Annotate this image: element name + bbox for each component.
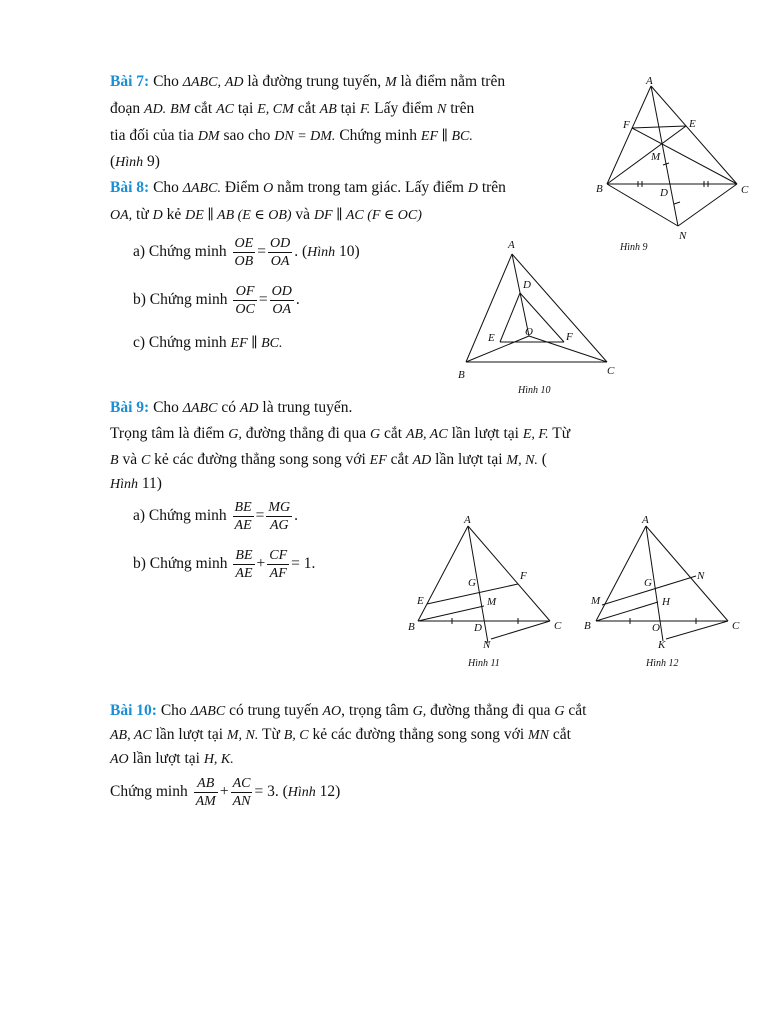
math: G, xyxy=(412,704,427,719)
fig9-caption: Hình 9 xyxy=(620,242,648,253)
figure-11 xyxy=(402,508,577,673)
math: H, K. xyxy=(203,752,234,767)
fig9-label-D: D xyxy=(660,187,668,199)
text: , trọng tâm xyxy=(341,702,409,719)
text: Chứng minh xyxy=(148,334,227,351)
numerator: AB xyxy=(194,775,218,793)
b7-heading: Bài 7: xyxy=(110,73,150,90)
b10-line-3 xyxy=(110,749,234,770)
figure-ref: Hình xyxy=(110,477,138,492)
math: OA, xyxy=(110,208,133,223)
math: ΔABC. xyxy=(182,181,221,196)
math: O xyxy=(263,181,274,196)
text: và xyxy=(122,451,138,468)
text: là trung tuyến. xyxy=(262,399,353,416)
text: ( xyxy=(301,243,308,260)
text: tia đối của tia xyxy=(110,127,194,144)
fig10-label-B: B xyxy=(458,369,465,381)
fraction xyxy=(267,547,289,582)
numerator: OF xyxy=(233,283,256,301)
fraction xyxy=(268,235,292,270)
text: Trọng tâm là điểm xyxy=(110,425,225,442)
b9-line-3 xyxy=(110,450,547,471)
denominator: AG xyxy=(269,517,289,533)
math: M, N. xyxy=(506,453,538,468)
fig11-label-E: E xyxy=(417,595,424,607)
text: Chứng minh xyxy=(149,291,228,308)
text: Từ xyxy=(262,726,280,743)
math: G, xyxy=(228,427,242,442)
math: DM xyxy=(197,129,220,144)
fig12-caption: Hình 12 xyxy=(646,658,679,669)
b8-line-1 xyxy=(110,178,506,199)
text: trên xyxy=(481,179,506,196)
fig9-label-F: F xyxy=(623,119,630,131)
math: N xyxy=(436,102,447,117)
item-marker: a) xyxy=(133,507,146,524)
math: AO xyxy=(110,752,129,767)
math: DE ∥ AB (E ∈ OB) xyxy=(185,208,292,223)
b7-line-4 xyxy=(110,152,160,173)
b10-line-1 xyxy=(110,701,586,722)
math: AD xyxy=(412,453,432,468)
fig12-label-C: C xyxy=(732,620,740,632)
fig11-label-M: M xyxy=(487,596,497,608)
b9-heading: Bài 9: xyxy=(110,399,150,416)
text: Chứng minh xyxy=(148,507,227,524)
math: G xyxy=(554,704,565,719)
math: AB xyxy=(319,102,337,117)
figure-10 xyxy=(452,236,622,401)
b9-line-4 xyxy=(110,474,162,495)
numerator: CF xyxy=(269,547,288,563)
denominator: OB xyxy=(234,253,254,269)
text: lần lượt tại xyxy=(155,726,224,743)
numerator: MG xyxy=(268,499,291,515)
fig12-label-G: G xyxy=(644,577,652,589)
figure-ref: Hình xyxy=(115,155,144,170)
denominator: AM xyxy=(195,793,216,809)
denominator: OA xyxy=(272,301,292,317)
math: ΔABC xyxy=(190,704,226,719)
text: Từ xyxy=(552,425,571,442)
text: cắt xyxy=(390,451,409,468)
text: ( xyxy=(282,783,288,800)
text: Chứng minh xyxy=(148,243,227,260)
fig10-label-E: E xyxy=(488,332,495,344)
figure-ref: Hình xyxy=(287,785,316,800)
b10-line-2 xyxy=(110,725,571,746)
text: Cho xyxy=(160,702,187,719)
math: G xyxy=(370,427,381,442)
math: M, N. xyxy=(226,728,259,743)
numerator: AC xyxy=(232,775,251,791)
b8-heading: Bài 8: xyxy=(110,179,150,196)
fig10-caption: Hình 10 xyxy=(518,385,551,396)
fig12-label-B: B xyxy=(584,620,591,632)
text: Chứng minh xyxy=(339,127,418,144)
math: D xyxy=(152,208,163,223)
math: AD xyxy=(224,75,244,90)
fig10-label-O: O xyxy=(525,326,533,338)
numerator: BE xyxy=(235,547,253,563)
b7-line-1 xyxy=(110,72,505,93)
b8-item-c xyxy=(133,333,283,354)
text: sao cho xyxy=(223,127,271,144)
text: kẻ xyxy=(166,206,182,223)
text: và xyxy=(295,206,311,223)
text: Chứng minh xyxy=(149,555,228,572)
math: AB, AC xyxy=(405,427,448,442)
text: Chứng minh xyxy=(110,783,188,800)
text: 12) xyxy=(319,783,341,800)
fraction xyxy=(233,499,254,534)
numerator: OD xyxy=(269,235,291,251)
fraction xyxy=(233,547,254,582)
math: D xyxy=(467,181,478,196)
math: ΔABC xyxy=(182,401,218,416)
fraction xyxy=(194,775,218,810)
numerator: BE xyxy=(234,499,252,515)
fig11-label-D: D xyxy=(474,622,482,634)
math: AC xyxy=(216,102,234,117)
fig12-label-O: O xyxy=(652,622,660,634)
text: 10) xyxy=(338,243,360,260)
fig10-label-D: D xyxy=(523,279,531,291)
b9-item-b: b) Chứng minh $\frac{BE}{AE}$ + $\frac{CF}{AF}$ = 1. xyxy=(133,547,316,581)
fraction xyxy=(270,283,294,318)
denominator: AE xyxy=(235,565,253,581)
text: Cho xyxy=(153,399,179,416)
fig12-label-A: A xyxy=(642,514,649,526)
text: cắt xyxy=(194,100,213,117)
fig12-label-N: N xyxy=(697,570,705,582)
fraction xyxy=(233,283,256,318)
b10-heading: Bài 10: xyxy=(110,702,157,719)
text: có trung tuyến xyxy=(229,702,319,719)
b9-line-1 xyxy=(110,398,352,419)
fig9-label-N: N xyxy=(679,230,687,242)
math: AD. xyxy=(144,102,167,117)
text: 9) xyxy=(147,153,160,170)
denominator: OA xyxy=(270,253,290,269)
math: BM xyxy=(170,102,191,117)
text: là điểm nằm trên xyxy=(400,73,506,90)
text: đường thẳng đi qua xyxy=(245,425,367,442)
item-marker: a) xyxy=(133,243,146,260)
text: kẻ các đường thẳng song song với xyxy=(154,451,366,468)
text: = 1. xyxy=(291,555,316,572)
text: Cho xyxy=(153,73,179,90)
b7-line-2 xyxy=(110,99,474,120)
text: ( xyxy=(110,153,116,170)
math: C xyxy=(140,453,151,468)
math: MN xyxy=(528,728,550,743)
text: cắt xyxy=(384,425,403,442)
fig11-label-F: F xyxy=(520,570,527,582)
text: là đường trung tuyến, xyxy=(247,73,382,90)
text: ( xyxy=(541,451,547,468)
math: AD xyxy=(239,401,259,416)
item-marker: c) xyxy=(133,334,146,351)
item-marker: b) xyxy=(133,555,146,572)
fraction xyxy=(266,499,292,534)
text: 11) xyxy=(141,475,162,492)
math: M xyxy=(384,75,397,90)
b10-proof: Chứng minh $\frac{AB}{AM}$ + $\frac{AC}{AN}$ = 3. (Hình 12) xyxy=(110,775,341,809)
numerator: OE xyxy=(234,235,254,251)
fig12-label-K: K xyxy=(658,639,666,651)
fig9-label-M: M xyxy=(651,151,661,163)
item-marker: b) xyxy=(133,291,146,308)
b9-line-2 xyxy=(110,424,570,445)
math: AO xyxy=(322,704,342,719)
fig9-label-B: B xyxy=(596,183,603,195)
math: F. xyxy=(360,102,371,117)
b7-line-3 xyxy=(110,126,473,147)
text: cắt xyxy=(568,702,587,719)
b8-item-a: a) Chứng minh $\frac{OE}{OB}$ = $\frac{OD}{OA}$ . (Hình 10) xyxy=(133,235,360,269)
text: tại xyxy=(340,100,357,117)
fig11-label-N: N xyxy=(483,639,491,651)
fig11-label-G: G xyxy=(468,577,476,589)
text: lần lượt tại xyxy=(451,425,519,442)
fig9-label-A: A xyxy=(646,75,653,87)
figure-12 xyxy=(580,508,755,673)
fig10-label-C: C xyxy=(607,365,615,377)
math: EF ∥ BC. xyxy=(230,336,283,351)
text: kẻ các đường thẳng song song với xyxy=(312,726,525,743)
figure-ref: Hình xyxy=(307,245,336,260)
text: Điểm xyxy=(224,179,260,196)
fraction xyxy=(231,775,253,810)
figure-9 xyxy=(590,70,755,255)
fig11-label-A: A xyxy=(464,514,471,526)
math: B, C xyxy=(283,728,309,743)
math: DN = DM. xyxy=(274,129,336,144)
text: tại xyxy=(237,100,254,117)
text: đường thẳng đi qua xyxy=(430,702,551,719)
b8-item-b: b) Chứng minh $\frac{OF}{OC}$ = $\frac{OD}{OA}$ . xyxy=(133,283,300,317)
math: E, CM xyxy=(257,102,294,117)
text: Cho xyxy=(153,179,179,196)
fig9-label-C: C xyxy=(741,184,749,196)
fraction xyxy=(233,235,256,270)
denominator: AN xyxy=(232,793,251,809)
math: DF ∥ AC (F ∈ OC) xyxy=(313,208,422,223)
text: Lấy điểm xyxy=(374,100,434,117)
denominator: AF xyxy=(269,565,287,581)
numerator: OD xyxy=(271,283,292,299)
fig9-label-E: E xyxy=(689,118,696,130)
math: E, F. xyxy=(522,427,549,442)
denominator: AE xyxy=(234,517,252,533)
text: đoạn xyxy=(110,100,141,117)
fig11-label-B: B xyxy=(408,621,415,633)
fig12-label-M: M xyxy=(591,595,601,607)
text: cắt xyxy=(552,726,571,743)
b8-line-2 xyxy=(110,205,422,226)
text: từ xyxy=(136,206,149,223)
math: EF ∥ BC. xyxy=(420,129,473,144)
text: có xyxy=(221,399,236,416)
fig11-label-C: C xyxy=(554,620,562,632)
fig10-label-F: F xyxy=(566,331,573,343)
text: nằm trong tam giác. Lấy điểm xyxy=(277,179,464,196)
text: = 3. xyxy=(254,783,279,800)
math: B xyxy=(110,453,119,468)
fig12-label-H: H xyxy=(662,596,670,608)
text: trên xyxy=(450,100,475,117)
b9-item-a: a) Chứng minh $\frac{BE}{AE}$ = $\frac{MG}{AG}$ . xyxy=(133,499,299,533)
fig10-label-A: A xyxy=(508,239,515,251)
denominator: OC xyxy=(235,301,255,317)
text: lần lượt tại xyxy=(132,750,200,767)
math: AB, AC xyxy=(110,728,152,743)
fig11-caption: Hình 11 xyxy=(468,658,500,669)
text: lần lượt tại xyxy=(435,451,503,468)
math: EF xyxy=(369,453,387,468)
math: ΔABC, xyxy=(182,75,221,90)
text: cắt xyxy=(297,100,316,117)
